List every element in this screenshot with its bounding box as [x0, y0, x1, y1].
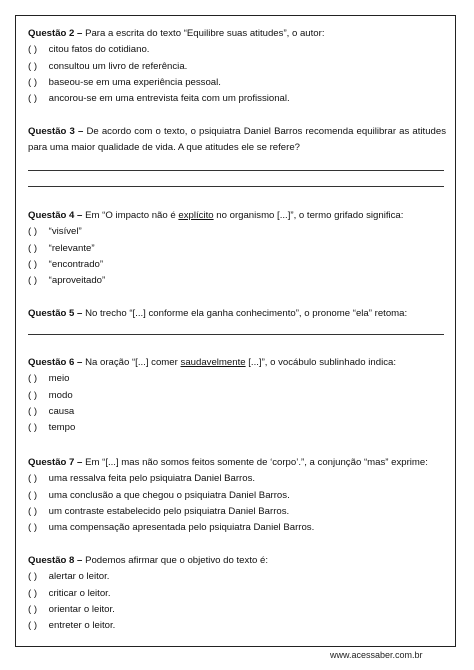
question-8 [28, 553, 446, 634]
option[interactable]: ( ) uma compensação apresentada pelo psiquiatra Daniel Barros. [28, 522, 315, 534]
option[interactable]: ( ) orientar o leitor. [28, 603, 115, 615]
question-number: Questão 3 – [28, 126, 84, 137]
option[interactable]: ( ) um contraste estabelecido pelo psiquiatra Daniel Barros. [28, 505, 290, 517]
question-2 [28, 26, 446, 107]
question-5-prompt: Questão 5 – No trecho “[...] conforme ela ganha conhecimento”, o pronome “ela” retoma: [28, 308, 408, 319]
underlined-term: explícito [178, 210, 214, 221]
option[interactable]: ( ) “encontrado” [28, 258, 104, 270]
option[interactable]: ( ) citou fatos do cotidiano. [28, 44, 150, 56]
question-number: Questão 2 – [28, 28, 83, 39]
option[interactable]: ( ) causa [28, 405, 75, 417]
question-6 [28, 355, 446, 436]
option[interactable]: ( ) criticar o leitor. [28, 587, 111, 599]
option[interactable]: ( ) consultou um livro de referência. [28, 60, 188, 72]
question-6-prompt: Questão 6 – Na oração “[...] comer saudavelmente [...]”, o vocábulo sublinhado indica: [28, 357, 396, 368]
option[interactable]: ( ) tempo [28, 422, 76, 434]
option[interactable]: ( ) ancorou-se em uma entrevista feita com um profissional. [28, 93, 290, 105]
option[interactable]: ( ) modo [28, 389, 73, 401]
question-number: Questão 8 – [28, 555, 83, 566]
option[interactable]: ( ) entreter o leitor. [28, 620, 116, 632]
question-2-prompt: Questão 2 – Para a escrita do texto “Equilibre suas atitudes”, o autor: [28, 28, 325, 39]
question-5 [28, 306, 446, 322]
question-8-prompt: Questão 8 – Podemos afirmar que o objetivo do texto é: [28, 555, 268, 566]
question-4-prompt: Questão 4 – Em “O impacto não é explícito no organismo [...]”, o termo grifado significa: [28, 210, 404, 221]
question-4 [28, 208, 446, 289]
footer-url: www.acessaber.com.br [330, 650, 423, 660]
question-3 [28, 124, 446, 157]
answer-line[interactable] [28, 334, 444, 335]
option[interactable]: ( ) “visível” [28, 226, 82, 238]
option[interactable]: ( ) uma conclusão a que chegou o psiquiatra Daniel Barros. [28, 489, 290, 501]
question-number: Questão 4 – [28, 210, 83, 221]
question-7-prompt: Questão 7 – Em “[...] mas não somos feitos somente de ‘corpo’.”, a conjunção “mas” exprime: [28, 457, 428, 468]
question-7 [28, 455, 446, 536]
question-number: Questão 7 – [28, 457, 83, 468]
option[interactable]: ( ) meio [28, 373, 70, 385]
underlined-term: saudavelmente [180, 357, 246, 368]
option[interactable]: ( ) “relevante” [28, 242, 95, 254]
question-number: Questão 5 – [28, 308, 83, 319]
question-3-prompt: Questão 3 – De acordo com o texto, o psiquiatra Daniel Barros recomenda equilibrar as atitudes para uma maior qualidade de vida. A que atitudes ele se refere? [28, 126, 447, 154]
answer-line[interactable] [28, 170, 444, 171]
option[interactable]: ( ) uma ressalva feita pelo psiquiatra Daniel Barros. [28, 473, 256, 485]
answer-line[interactable] [28, 186, 444, 187]
question-number: Questão 6 – [28, 357, 83, 368]
option[interactable]: ( ) “aproveitado” [28, 275, 106, 287]
option[interactable]: ( ) alertar o leitor. [28, 571, 110, 583]
option[interactable]: ( ) baseou-se em uma experiência pessoal. [28, 76, 221, 88]
